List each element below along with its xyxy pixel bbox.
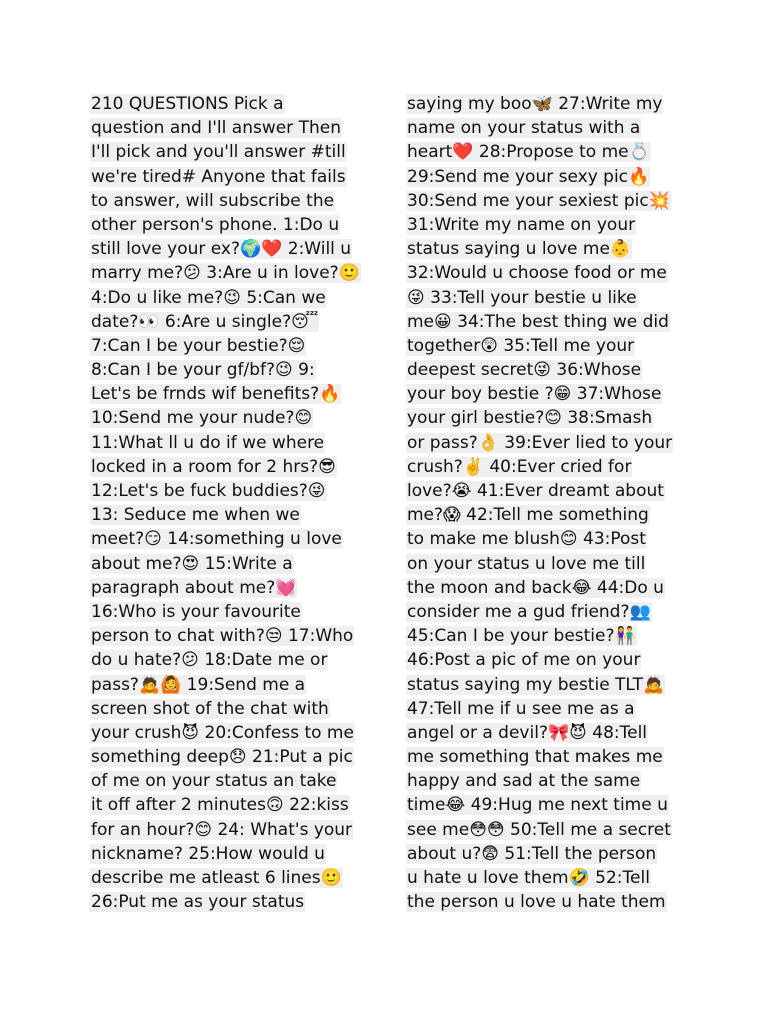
text-line: [406, 527, 678, 551]
text-line-content: 26:Put me as your status: [91, 892, 305, 913]
text-line-content: still love your ex?🌍❤️ 2:Will u: [91, 239, 352, 260]
text-line: [90, 310, 365, 334]
text-line-content: the person u love u hate them: [407, 892, 666, 913]
text-line: [406, 648, 678, 672]
text-line-content: angel or a devil?🎀😈 48:Tell: [407, 722, 648, 743]
text-line: [406, 406, 678, 430]
text-line-content: deepest secret😜 36:Whose: [407, 360, 642, 381]
text-line: [90, 261, 365, 285]
text-line-content: meet?😏 14:something u love: [91, 529, 342, 550]
text-line-content: your girl bestie?😊 38:Smash: [407, 408, 653, 429]
text-line: [90, 116, 365, 140]
text-line-content: 😜 33:Tell your bestie u like: [407, 287, 637, 308]
text-line-content: I'll pick and you'll answer #till: [91, 142, 346, 163]
text-line: [406, 600, 678, 624]
text-line-content: marry me?😕 3:Are u in love?🙂: [91, 263, 360, 284]
text-line: [406, 552, 678, 576]
text-line-content: 30:Send me your sexiest pic💥: [407, 190, 670, 211]
text-line: [90, 721, 365, 745]
text-line: [90, 673, 365, 697]
text-line-content: on your status u love me till: [407, 553, 646, 574]
text-line-content: love?😭 41:Ever dreamt about: [407, 481, 664, 501]
text-line-content: the moon and back😂 44:Do u: [407, 577, 664, 598]
text-line: [90, 455, 365, 479]
text-line-content: person to chat with?😒 17:Who: [91, 626, 354, 647]
text-line: [90, 431, 365, 455]
text-line: [90, 648, 365, 672]
text-line: [90, 576, 365, 600]
text-line-content: something deep😞 21:Put a pic: [91, 747, 353, 768]
text-line: [406, 140, 678, 164]
text-line: [406, 431, 678, 455]
text-line-content: nickname? 25:How would u: [91, 843, 325, 864]
text-line: [90, 697, 365, 721]
text-line: [406, 576, 678, 600]
text-line-content: 12:Let's be fuck buddies?😜: [91, 481, 326, 501]
text-line-content: other person's phone. 1:Do u: [91, 214, 340, 235]
text-line-content: 11:What ll u do if we where: [91, 432, 325, 453]
text-line-content: 210 QUESTIONS Pick a: [91, 94, 284, 114]
text-line: [406, 745, 678, 769]
text-line-content: paragraph about me?💓: [91, 577, 297, 598]
text-line-content: do u hate?😕 18:Date me or: [91, 650, 328, 671]
text-line: [406, 818, 678, 842]
text-line: [90, 334, 365, 358]
text-line-content: me😀 34:The best thing we did: [407, 311, 669, 332]
text-line: [90, 286, 365, 310]
text-line-content: to answer, will subscribe the: [91, 190, 335, 211]
text-line-content: status saying my bestie TLT🙇: [407, 674, 665, 695]
text-line-content: 32:Would u choose food or me: [407, 263, 667, 284]
text-line-content: your boy bestie ?😁 37:Whose: [407, 384, 662, 405]
text-line-content: screen shot of the chat with: [91, 698, 329, 719]
text-line: [90, 793, 365, 817]
text-line: [406, 503, 678, 527]
text-line: [406, 479, 678, 503]
text-line: [90, 503, 365, 527]
text-line-content: pass?🙇🙆 19:Send me a: [91, 674, 306, 695]
text-line-content: about me?😍 15:Write a: [91, 553, 293, 574]
text-line-content: or pass?👌 39:Ever lied to your: [407, 432, 673, 453]
text-line: [406, 213, 678, 237]
text-line-content: me something that makes me: [407, 747, 663, 768]
text-line: [406, 842, 678, 866]
text-line: [90, 818, 365, 842]
text-line: [406, 334, 678, 358]
left-text-column: [90, 92, 365, 914]
text-line-content: 47:Tell me if u see me as a: [407, 698, 635, 719]
text-line-content: 29:Send me your sexy pic🔥: [407, 166, 650, 187]
text-line: [90, 890, 365, 914]
text-line: [406, 721, 678, 745]
text-line: [406, 116, 678, 140]
text-line: [90, 140, 365, 164]
text-line: [90, 406, 365, 430]
text-line-content: question and I'll answer Then: [91, 118, 341, 139]
text-line: [406, 286, 678, 310]
text-line-content: 13: Seduce me when we: [91, 505, 300, 526]
text-line-content: date?👀 6:Are u single?😴: [91, 311, 319, 332]
text-line-content: consider me a gud friend?👥: [407, 601, 651, 622]
text-line-content: of me on your status an take: [91, 771, 337, 792]
text-line-content: 45:Can I be your bestie?👫: [407, 626, 636, 647]
text-line-content: name on your status with a: [407, 118, 641, 139]
text-line-content: locked in a room for 2 hrs?😎: [91, 456, 336, 477]
text-line-content: u hate u love them🤣 52:Tell: [407, 868, 650, 888]
text-line: [90, 600, 365, 624]
text-line: [406, 769, 678, 793]
text-line-content: 31:Write my name on your: [407, 214, 636, 235]
text-line: [406, 697, 678, 721]
text-line-content: happy and sad at the same: [407, 771, 641, 792]
text-line: [90, 479, 365, 503]
text-line: [406, 165, 678, 189]
text-line: [90, 552, 365, 576]
text-line: [90, 745, 365, 769]
text-line: [406, 866, 678, 890]
text-line: [406, 793, 678, 817]
text-line: [406, 92, 678, 116]
text-line: [90, 237, 365, 261]
text-line: [90, 527, 365, 551]
text-line-content: to make me blush😊 43:Post: [407, 529, 646, 550]
text-line-content: about u?😨 51:Tell the person: [407, 843, 657, 864]
text-line-content: we're tired# Anyone that fails: [91, 166, 346, 187]
text-line: [406, 358, 678, 382]
text-line: [90, 624, 365, 648]
text-line-content: your crush😈 20:Confess to me: [91, 722, 354, 743]
text-line-content: heart❤️ 28:Propose to me💍: [407, 142, 650, 163]
text-line: [406, 624, 678, 648]
text-line-content: 16:Who is your favourite: [91, 601, 301, 622]
text-line: [406, 310, 678, 334]
text-line: [90, 213, 365, 237]
text-line: [406, 261, 678, 285]
text-line-content: 4:Do u like me?😉 5:Can we: [91, 287, 326, 308]
text-line-content: 8:Can I be your gf/bf?😉 9:: [91, 360, 315, 381]
text-line: [90, 866, 365, 890]
text-line-content: together😲 35:Tell me your: [407, 335, 635, 356]
text-line: [90, 842, 365, 866]
text-line: [406, 237, 678, 261]
text-line: [406, 890, 678, 914]
text-line-content: saying my boo🦋 27:Write my: [407, 94, 663, 114]
text-line-content: it off after 2 minutes🙃 22:kiss: [91, 795, 349, 816]
text-line: [90, 358, 365, 382]
text-line-content: me?😱 42:Tell me something: [407, 505, 649, 526]
text-line-content: 10:Send me your nude?😊: [91, 408, 313, 429]
text-line-content: 46:Post a pic of me on your: [407, 650, 641, 671]
right-text-column: [406, 92, 678, 914]
text-line: [406, 189, 678, 213]
text-line-content: for an hour?😊 24: What's your: [91, 819, 353, 840]
text-line: [90, 165, 365, 189]
text-line: [90, 92, 365, 116]
text-line: [406, 673, 678, 697]
text-line-content: describe me atleast 6 lines🙂: [91, 868, 342, 888]
text-line: [90, 189, 365, 213]
text-line: [406, 382, 678, 406]
text-line-content: status saying u love me👶: [407, 239, 632, 260]
text-line-content: 7:Can I be your bestie?😌: [91, 335, 306, 356]
text-line-content: time😂 49:Hug me next time u: [407, 795, 668, 816]
text-line: [406, 455, 678, 479]
text-line-content: crush?✌️ 40:Ever cried for: [407, 456, 632, 477]
text-line-content: see me😳😳 50:Tell me a secret: [407, 819, 671, 840]
text-line-content: Let's be frnds wif benefits?🔥: [91, 384, 341, 405]
text-line: [90, 769, 365, 793]
text-line: [90, 382, 365, 406]
